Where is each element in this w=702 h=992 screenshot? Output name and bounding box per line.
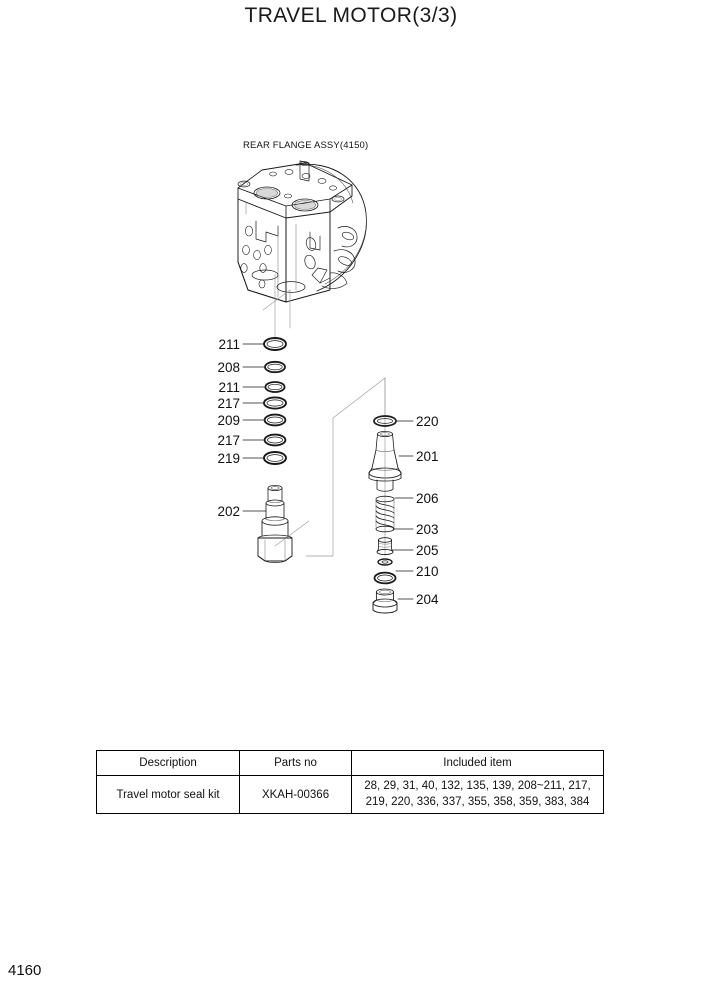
callout-220: 220	[416, 414, 439, 429]
part-202-drawing	[258, 485, 292, 562]
callout-204: 204	[416, 592, 439, 607]
callout-201: 201	[416, 449, 439, 464]
part-219	[264, 452, 286, 464]
callout-206: 206	[416, 491, 439, 506]
threaded-bore-large-1	[254, 187, 280, 199]
table-header-row	[97, 751, 604, 776]
callout-219: 219	[217, 451, 240, 466]
callout-202: 202	[217, 504, 240, 519]
callout-217-upper: 217	[217, 396, 240, 411]
callout-209: 209	[217, 413, 240, 428]
callout-labels-right	[416, 414, 439, 607]
callout-211-upper: 211	[218, 337, 240, 352]
part-209	[265, 415, 286, 426]
page-footer-number: 4160	[8, 962, 42, 979]
callout-labels-left	[217, 337, 240, 519]
page-title: TRAVEL MOTOR(3/3)	[244, 4, 458, 27]
header-parts-no: Parts no	[240, 751, 352, 776]
cell-description: Travel motor seal kit	[97, 776, 240, 814]
part-205-drawing	[378, 559, 392, 565]
part-217-upper	[264, 397, 286, 408]
callout-208: 208	[217, 360, 240, 375]
included-item-line-1: 28, 29, 31, 40, 132, 135, 139, 208~211, 217,	[364, 780, 591, 792]
part-217-lower	[265, 435, 286, 446]
cell-parts-no: XKAH-00366	[240, 776, 352, 814]
threaded-bore-large-2	[292, 199, 318, 211]
rear-flange-assembly-drawing	[238, 161, 366, 302]
part-210-drawing	[375, 573, 396, 584]
callout-210: 210	[416, 564, 439, 579]
callout-205: 205	[416, 543, 439, 558]
callout-217-lower: 217	[217, 433, 240, 448]
cell-included-item	[351, 776, 603, 814]
header-description: Description	[97, 751, 240, 776]
callout-211-lower: 211	[218, 380, 240, 395]
included-item-line-2: 219, 220, 336, 337, 355, 358, 359, 383, 384	[365, 795, 590, 808]
assembly-label: REAR FLANGE ASSY(4150)	[243, 140, 369, 151]
part-211-lower	[265, 382, 284, 392]
callout-203: 203	[416, 522, 439, 537]
threaded-bore-small-2	[332, 196, 344, 202]
part-204-drawing	[373, 589, 397, 613]
header-included-item: Included item	[351, 751, 603, 776]
left-oring-stack	[264, 338, 286, 464]
part-208	[265, 362, 285, 372]
parts-table	[96, 750, 604, 814]
table-row	[97, 776, 604, 814]
